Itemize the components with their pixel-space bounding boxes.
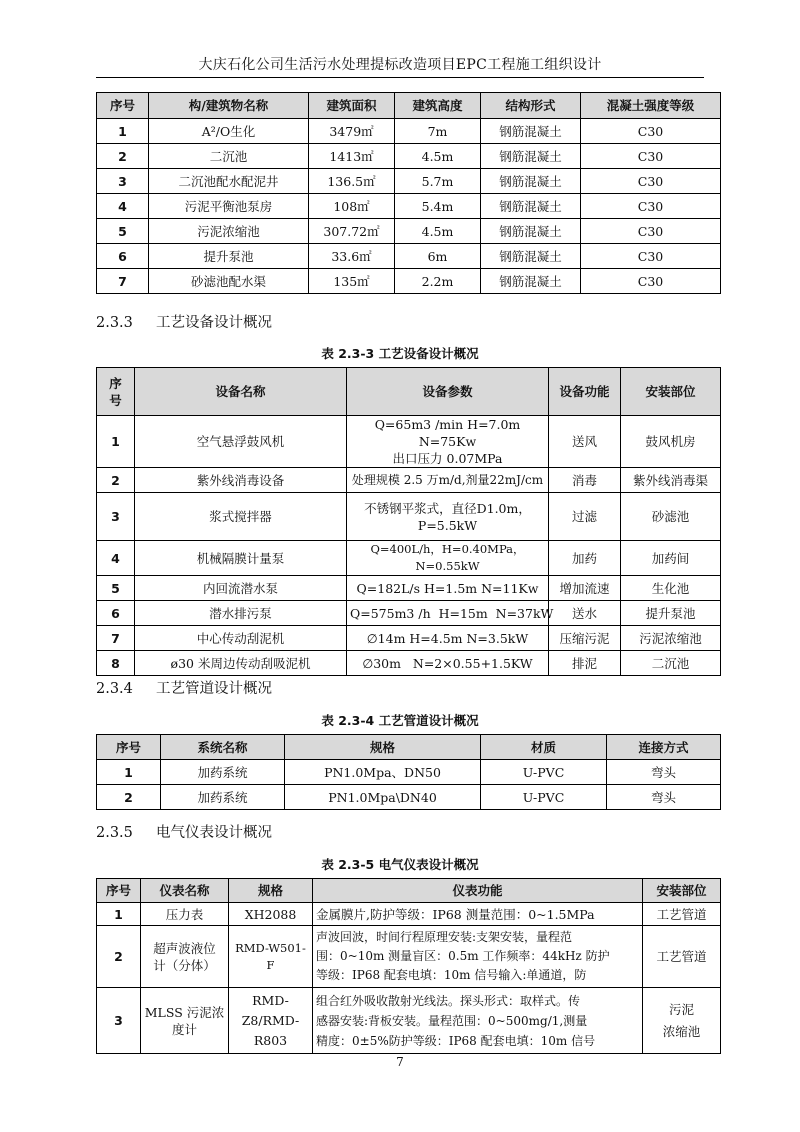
cell-function: 送水 xyxy=(549,601,621,626)
cell-name: 提升泵池 xyxy=(149,244,309,269)
cell-index: 2 xyxy=(97,144,149,169)
cell-params: Q=575m3 /h H=15m N=37kW xyxy=(347,601,549,626)
table-row xyxy=(97,576,721,601)
col-header: 序号 xyxy=(97,93,149,119)
table-row xyxy=(97,760,721,785)
cell-height: 5.7m xyxy=(395,169,481,194)
cell-index: 5 xyxy=(97,219,149,244)
cell-function: 增加流速 xyxy=(549,576,621,601)
cell-location: 提升泵池 xyxy=(621,601,721,626)
col-header: 设备功能 xyxy=(549,368,621,416)
cell-equipment: 浆式搅拌器 xyxy=(135,493,347,541)
cell-index: 6 xyxy=(97,601,135,626)
col-header: 连接方式 xyxy=(607,735,721,760)
cell-area: 3479㎡ xyxy=(309,119,395,144)
cell-structure: 钢筋混凝土 xyxy=(481,219,581,244)
section-number: 2.3.5 xyxy=(96,825,133,841)
table-row xyxy=(97,626,721,651)
cell-location: 紫外线消毒渠 xyxy=(621,468,721,493)
col-header: 建筑高度 xyxy=(395,93,481,119)
cell-height: 4.5m xyxy=(395,144,481,169)
section-number: 2.3.3 xyxy=(96,315,133,331)
cell-name: 污泥浓缩池 xyxy=(149,219,309,244)
cell-system: 加药系统 xyxy=(161,785,285,810)
table-piping xyxy=(96,734,721,810)
cell-height: 5.4m xyxy=(395,194,481,219)
table-row xyxy=(97,785,721,810)
cell-name: 二沉池配水配泥井 xyxy=(149,169,309,194)
section-number: 2.3.4 xyxy=(96,681,133,697)
col-header: 安装部位 xyxy=(643,879,721,903)
page-header: 大庆石化公司生活污水处理提标改造项目EPC工程施工组织设计 xyxy=(198,57,602,73)
section-title: 工艺设备设计概况 xyxy=(156,315,272,331)
cell-location: 工艺管道 xyxy=(643,903,721,926)
cell-grade: C30 xyxy=(581,169,721,194)
cell-function: 排泥 xyxy=(549,651,621,676)
cell-index: 3 xyxy=(97,493,135,541)
cell-structure: 钢筋混凝土 xyxy=(481,119,581,144)
cell-index: 4 xyxy=(97,194,149,219)
cell-index: 1 xyxy=(97,903,141,926)
cell-grade: C30 xyxy=(581,194,721,219)
cell-function: 送风 xyxy=(549,416,621,468)
cell-function: 组合红外吸收散射光线法。探头形式：取样式。传 感器安装:背板安装。量程范围：0~500mg/1,测量 精度：0±5%防护等级：IP68 配套电填：10m 信号 xyxy=(313,988,643,1054)
cell-index: 3 xyxy=(97,988,141,1054)
section-heading xyxy=(96,311,272,332)
cell-equipment: 中心传动刮泥机 xyxy=(135,626,347,651)
cell-equipment: 机械隔膜计量泵 xyxy=(135,541,347,576)
cell-structure: 钢筋混凝土 xyxy=(481,194,581,219)
cell-area: 33.6㎡ xyxy=(309,244,395,269)
cell-instrument: 压力表 xyxy=(141,903,229,926)
cell-index: 7 xyxy=(97,626,135,651)
table-row xyxy=(97,169,721,194)
cell-spec: RMD-W501-F xyxy=(229,926,313,988)
table-header-row xyxy=(97,368,721,416)
cell-grade: C30 xyxy=(581,219,721,244)
cell-location: 鼓风机房 xyxy=(621,416,721,468)
cell-index: 1 xyxy=(97,416,135,468)
table-row xyxy=(97,493,721,541)
cell-structure: 钢筋混凝土 xyxy=(481,244,581,269)
cell-name: 砂滤池配水渠 xyxy=(149,269,309,294)
cell-index: 4 xyxy=(97,541,135,576)
table-equipment xyxy=(96,367,721,676)
cell-params: 不锈钢平浆式，直径D1.0m， P=5.5kW xyxy=(347,493,549,541)
cell-structure: 钢筋混凝土 xyxy=(481,169,581,194)
cell-location: 加药间 xyxy=(621,541,721,576)
col-header: 设备参数 xyxy=(347,368,549,416)
cell-material: U-PVC xyxy=(481,760,607,785)
table-row xyxy=(97,601,721,626)
cell-params: Q=65m3 /min H=7.0m N=75Kw 出口压力 0.07MPa xyxy=(347,416,549,468)
cell-equipment: 空气悬浮鼓风机 xyxy=(135,416,347,468)
cell-height: 6m xyxy=(395,244,481,269)
col-header: 建筑面积 xyxy=(309,93,395,119)
cell-structure: 钢筋混凝土 xyxy=(481,144,581,169)
cell-index: 6 xyxy=(97,244,149,269)
cell-spec: PN1.0Mpa、DN50 xyxy=(285,760,481,785)
table-row xyxy=(97,194,721,219)
cell-location: 二沉池 xyxy=(621,651,721,676)
col-header: 系统名称 xyxy=(161,735,285,760)
table-caption: 表 2.3-4 工艺管道设计概况 xyxy=(321,713,479,728)
cell-index: 2 xyxy=(97,785,161,810)
cell-connection: 弯头 xyxy=(607,760,721,785)
table-instruments xyxy=(96,878,721,1054)
col-header: 序号 xyxy=(97,879,141,903)
cell-location: 污泥浓缩池 xyxy=(621,626,721,651)
cell-structure: 钢筋混凝土 xyxy=(481,269,581,294)
table-row xyxy=(97,219,721,244)
col-header: 结构形式 xyxy=(481,93,581,119)
cell-params: Q=400L/h，H=0.40MPa，N=0.55kW xyxy=(347,541,549,576)
cell-equipment: 潜水排污泵 xyxy=(135,601,347,626)
cell-index: 2 xyxy=(97,468,135,493)
cell-params: ∅14m H=4.5m N=3.5kW xyxy=(347,626,549,651)
cell-index: 2 xyxy=(97,926,141,988)
cell-instrument: 超声波液位 计（分体） xyxy=(141,926,229,988)
cell-function: 金属膜片,防护等级：IP68 测量范围：0~1.5MPa xyxy=(313,903,643,926)
table-row xyxy=(97,926,721,988)
cell-connection: 弯头 xyxy=(607,785,721,810)
cell-material: U-PVC xyxy=(481,785,607,810)
col-header: 仪表名称 xyxy=(141,879,229,903)
table-row xyxy=(97,269,721,294)
col-header: 混凝土强度等级 xyxy=(581,93,721,119)
section-title: 工艺管道设计概况 xyxy=(156,681,272,697)
cell-index: 8 xyxy=(97,651,135,676)
table-caption: 表 2.3-5 电气仪表设计概况 xyxy=(321,857,479,872)
table-row xyxy=(97,244,721,269)
cell-equipment: ø30 米周边传动刮吸泥机 xyxy=(135,651,347,676)
cell-function: 声波回波，时间行程原理安装:支架安装，量程范 围：0~10m 测量盲区：0.5m 工作频率：44kHz 防护 等级：IP68 配套电填：10m 信号输入:单通道，防 xyxy=(313,926,643,988)
cell-params: Q=182L/s H=1.5m N=11Kw xyxy=(347,576,549,601)
table-header-row xyxy=(97,879,721,903)
table-caption: 表 2.3-3 工艺设备设计概况 xyxy=(321,346,479,361)
table-header-row xyxy=(97,93,721,119)
cell-function: 过滤 xyxy=(549,493,621,541)
cell-system: 加药系统 xyxy=(161,760,285,785)
cell-index: 7 xyxy=(97,269,149,294)
table-row xyxy=(97,119,721,144)
header-rule xyxy=(96,77,704,78)
page-number: 7 xyxy=(396,1055,404,1069)
cell-equipment: 紫外线消毒设备 xyxy=(135,468,347,493)
col-header: 设备名称 xyxy=(135,368,347,416)
col-header: 安装部位 xyxy=(621,368,721,416)
col-header: 序号 xyxy=(97,735,161,760)
section-heading xyxy=(96,677,272,698)
cell-params: ∅30m N=2×0.55+1.5KW xyxy=(347,651,549,676)
col-header: 材质 xyxy=(481,735,607,760)
table-row xyxy=(97,541,721,576)
cell-index: 1 xyxy=(97,760,161,785)
table-row xyxy=(97,988,721,1054)
cell-height: 7m xyxy=(395,119,481,144)
cell-spec: PN1.0Mpa\DN40 xyxy=(285,785,481,810)
cell-params: 处理规模 2.5 万m/d,剂量22mJ/cm xyxy=(347,468,549,493)
cell-location: 生化池 xyxy=(621,576,721,601)
cell-index: 1 xyxy=(97,119,149,144)
col-header: 仪表功能 xyxy=(313,879,643,903)
cell-location: 砂滤池 xyxy=(621,493,721,541)
cell-area: 108㎡ xyxy=(309,194,395,219)
cell-function: 压缩污泥 xyxy=(549,626,621,651)
cell-grade: C30 xyxy=(581,269,721,294)
cell-height: 2.2m xyxy=(395,269,481,294)
cell-area: 307.72㎡ xyxy=(309,219,395,244)
table-row xyxy=(97,144,721,169)
cell-area: 136.5㎡ xyxy=(309,169,395,194)
cell-grade: C30 xyxy=(581,144,721,169)
col-header: 序 号 xyxy=(97,368,135,416)
cell-instrument: MLSS 污泥浓 度计 xyxy=(141,988,229,1054)
cell-height: 4.5m xyxy=(395,219,481,244)
table-row xyxy=(97,903,721,926)
cell-name: 污泥平衡池泵房 xyxy=(149,194,309,219)
cell-equipment: 内回流潜水泵 xyxy=(135,576,347,601)
cell-location: 工艺管道 xyxy=(643,926,721,988)
table-row xyxy=(97,416,721,468)
section-heading xyxy=(96,821,272,842)
cell-function: 加药 xyxy=(549,541,621,576)
cell-area: 1413㎡ xyxy=(309,144,395,169)
cell-index: 3 xyxy=(97,169,149,194)
table-row xyxy=(97,468,721,493)
cell-spec: XH2088 xyxy=(229,903,313,926)
table-structures xyxy=(96,92,721,294)
table-header-row xyxy=(97,735,721,760)
cell-name: A²/O生化 xyxy=(149,119,309,144)
cell-function: 消毒 xyxy=(549,468,621,493)
cell-grade: C30 xyxy=(581,119,721,144)
col-header: 构/建筑物名称 xyxy=(149,93,309,119)
cell-grade: C30 xyxy=(581,244,721,269)
table-row xyxy=(97,651,721,676)
cell-area: 135㎡ xyxy=(309,269,395,294)
cell-spec: RMD- Z8/RMD- R803 xyxy=(229,988,313,1054)
section-title: 电气仪表设计概况 xyxy=(156,825,272,841)
col-header: 规格 xyxy=(285,735,481,760)
cell-location: 污泥 浓缩池 xyxy=(643,988,721,1054)
cell-name: 二沉池 xyxy=(149,144,309,169)
col-header: 规格 xyxy=(229,879,313,903)
cell-index: 5 xyxy=(97,576,135,601)
